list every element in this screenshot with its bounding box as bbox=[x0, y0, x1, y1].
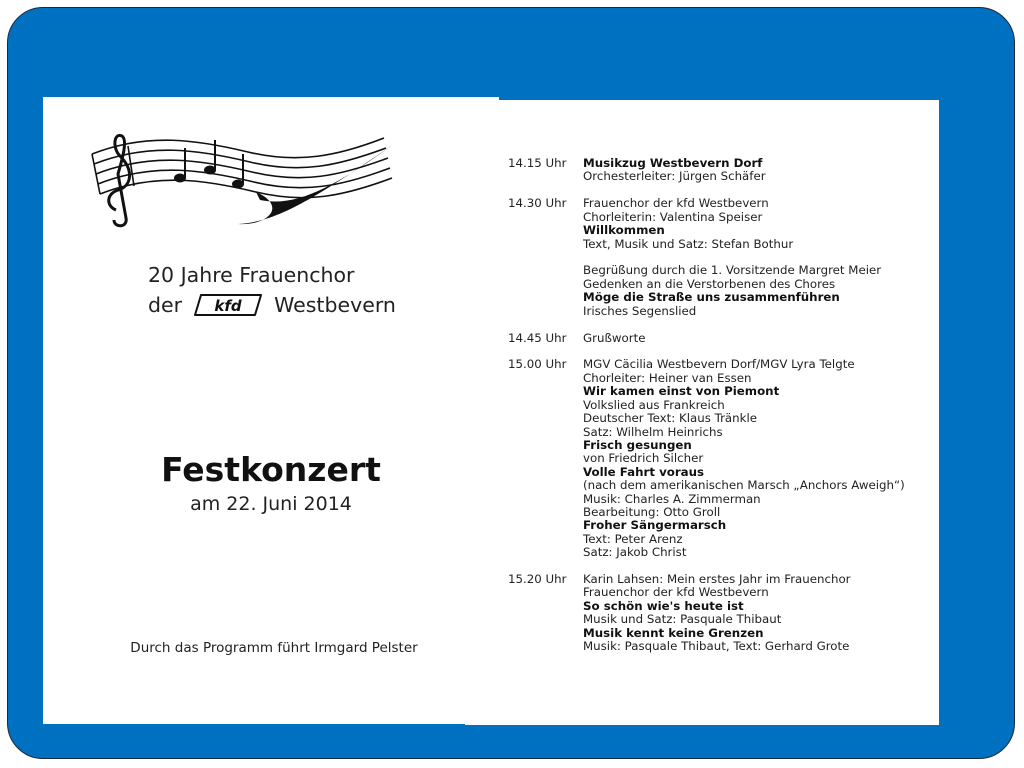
program-time: 14.30 Uhr bbox=[508, 196, 567, 211]
program-item bbox=[508, 573, 928, 653]
program-line: MGV Cäcilia Westbevern Dorf/MGV Lyra Telgte bbox=[583, 357, 855, 372]
jubilee-title-line-1: 20 Jahre Frauenchor bbox=[148, 263, 355, 287]
program-line: Text: Peter Arenz bbox=[583, 531, 683, 546]
program-line: Begrüßung durch die 1. Vorsitzende Margret Meier bbox=[583, 263, 882, 278]
program-piece-title: So schön wie's heute ist bbox=[583, 598, 744, 613]
program-line: Karin Lahsen: Mein erstes Jahr im Frauenchor bbox=[583, 572, 851, 587]
title-der: der bbox=[148, 293, 183, 317]
program-item bbox=[508, 332, 928, 345]
program-line: Musik: Charles A. Zimmerman bbox=[583, 491, 761, 506]
program-time: 15.00 Uhr bbox=[508, 357, 567, 372]
program-piece-title: Frisch gesungen bbox=[583, 437, 692, 452]
program-line: Bearbeitung: Otto Groll bbox=[583, 504, 721, 519]
program-lines bbox=[583, 157, 928, 184]
program-line: Text, Musik und Satz: Stefan Bothur bbox=[583, 236, 794, 251]
program-piece-title: Musik kennt keine Grenzen bbox=[583, 625, 764, 640]
kfd-logo-icon bbox=[191, 292, 265, 318]
program-line: Grußworte bbox=[583, 330, 646, 345]
program-piece-title: Willkommen bbox=[583, 223, 665, 238]
program-list bbox=[508, 157, 928, 667]
program-line: Satz: Wilhelm Heinrichs bbox=[583, 424, 723, 439]
program-lines bbox=[583, 264, 928, 318]
program-line: Volkslied aus Frankreich bbox=[583, 397, 725, 412]
festival-title: Festkonzert bbox=[161, 450, 381, 489]
program-line: Chorleiterin: Valentina Speiser bbox=[583, 209, 763, 224]
program-line: Irisches Segenslied bbox=[583, 303, 697, 318]
program-piece-title: Volle Fahrt voraus bbox=[583, 464, 705, 479]
program-piece-title: Wir kamen einst von Piemont bbox=[583, 384, 780, 399]
program-line: (nach dem amerikanischen Marsch „Anchors Aweigh“) bbox=[583, 478, 905, 493]
program-line: Chorleiter: Heiner van Essen bbox=[583, 370, 752, 385]
program-line: von Friedrich Silcher bbox=[583, 451, 704, 466]
program-lines bbox=[583, 573, 928, 653]
program-line: Musik: Pasquale Thibaut, Text: Gerhard Grote bbox=[583, 639, 850, 654]
jubilee-title-line-2 bbox=[148, 292, 396, 318]
program-line: Satz: Jakob Christ bbox=[583, 545, 687, 560]
program-line: Deutscher Text: Klaus Tränkle bbox=[583, 411, 758, 426]
program-line: Frauenchor der kfd Westbevern bbox=[583, 585, 769, 600]
program-piece-title: Möge die Straße uns zusammenführen bbox=[583, 290, 840, 305]
program-line: Frauenchor der kfd Westbevern bbox=[583, 196, 769, 211]
program-lines bbox=[583, 197, 928, 251]
program-piece-title: Froher Sängermarsch bbox=[583, 518, 727, 533]
kfd-logo-text: kfd bbox=[214, 297, 242, 315]
title-westbevern: Westbevern bbox=[274, 293, 396, 317]
program-time: 14.45 Uhr bbox=[508, 330, 567, 345]
program-time: 15.20 Uhr bbox=[508, 572, 567, 587]
program-lines bbox=[583, 332, 928, 345]
program-item bbox=[508, 358, 928, 559]
moderator-note: Durch das Programm führt Irmgard Pelster bbox=[130, 640, 418, 656]
program-item bbox=[508, 157, 928, 184]
festival-date: am 22. Juni 2014 bbox=[190, 493, 352, 515]
music-staff-logo-icon bbox=[88, 126, 400, 230]
program-item bbox=[508, 264, 928, 318]
program-line: Musik und Satz: Pasquale Thibaut bbox=[583, 612, 782, 627]
program-lines bbox=[583, 358, 928, 559]
program-item bbox=[508, 197, 928, 251]
program-line: Gedenken an die Verstorbenen des Chores bbox=[583, 276, 836, 291]
program-piece-title: Musikzug Westbevern Dorf bbox=[583, 156, 763, 170]
program-line: Orchesterleiter: Jürgen Schäfer bbox=[583, 169, 766, 184]
program-time: 14.15 Uhr bbox=[508, 156, 567, 170]
